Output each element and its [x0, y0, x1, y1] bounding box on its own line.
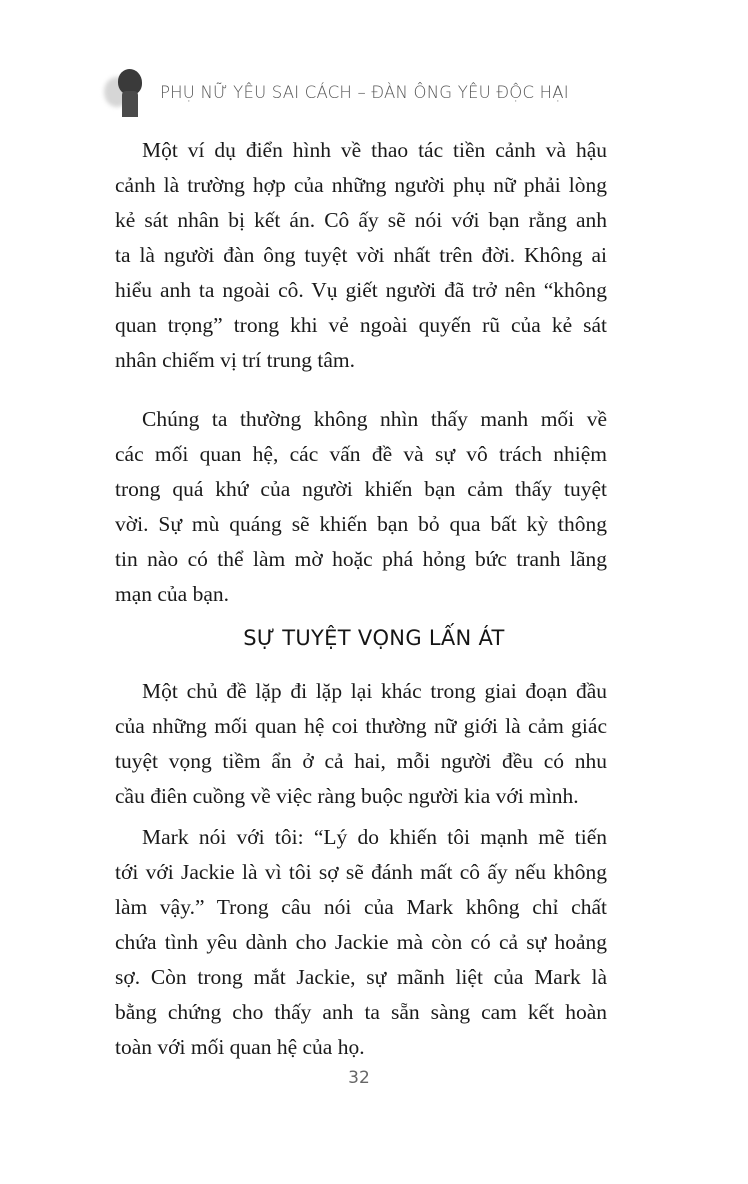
paragraph-line: Một chủ đề lặp đi lặp lại khác trong giai đoạn đầu — [142, 679, 607, 703]
paragraph-line: tới với Jackie là vì tôi sợ sẽ đánh mất cô ấy nếu không — [115, 860, 607, 884]
paragraph-line: Chúng ta thường không nhìn thấy manh mối về — [142, 407, 607, 431]
paragraph-line: tuyệt vọng tiềm ẩn ở cả hai, mỗi người đều có nhu — [115, 749, 607, 773]
page-number: 32 — [348, 1068, 370, 1088]
paragraph-line: của những mối quan hệ coi thường nữ giới là cảm giác — [115, 714, 607, 738]
paragraph-line: các mối quan hệ, các vấn đề và sự vô trách nhiệm — [115, 442, 607, 466]
paragraph-line: bằng chứng cho thấy anh ta sẵn sàng cam kết hoàn — [115, 1000, 607, 1024]
paragraph-line: hiểu anh ta ngoài cô. Vụ giết người đã trở nên “không — [115, 278, 607, 302]
paragraph-line: vời. Sự mù quáng sẽ khiến bạn bỏ qua bất kỳ thông — [115, 512, 607, 536]
book-title: PHỤ NỮ YÊU SAI CÁCH – ĐÀN ÔNG YÊU ĐỘC HẠI — [160, 82, 569, 102]
paragraph-line: sợ. Còn trong mắt Jackie, sự mãnh liệt của Mark là — [115, 965, 607, 989]
paragraph-line: quan trọng” trong khi vẻ ngoài quyến rũ của kẻ sát — [115, 313, 607, 337]
paragraph-line: cầu điên cuồng về việc ràng buộc người kia với mình. — [115, 784, 579, 808]
paragraph-line: chứa tình yêu dành cho Jackie mà còn có cả sự hoảng — [115, 930, 607, 954]
section-heading: SỰ TUYỆT VỌNG LẤN ÁT — [243, 626, 505, 650]
paragraph-line: trong quá khứ của người khiến bạn cảm thấy tuyệt — [115, 477, 607, 501]
paragraph-line: Một ví dụ điển hình về thao tác tiền cảnh và hậu — [142, 138, 607, 162]
paragraph-line: ta là người đàn ông tuyệt vời nhất trên đời. Không ai — [115, 243, 607, 267]
paragraph-line: cảnh là trường hợp của những người phụ nữ phải lòng — [115, 173, 607, 197]
paragraph-line: mạn của bạn. — [115, 582, 230, 606]
paragraph-line: toàn với mối quan hệ của họ. — [115, 1035, 365, 1059]
woman-silhouette-icon — [104, 67, 148, 117]
paragraph-line: nhân chiếm vị trí trung tâm. — [115, 348, 356, 372]
paragraph-line: Mark nói với tôi: “Lý do khiến tôi mạnh mẽ tiến — [142, 825, 607, 849]
paragraph-line: tin nào có thể làm mờ hoặc phá hỏng bức tranh lãng — [115, 547, 607, 571]
running-header — [104, 66, 569, 118]
paragraph-line: làm vậy.” Trong câu nói của Mark không chỉ chất — [115, 895, 607, 919]
paragraph-line: kẻ sát nhân bị kết án. Cô ấy sẽ nói với bạn rằng anh — [115, 208, 607, 232]
